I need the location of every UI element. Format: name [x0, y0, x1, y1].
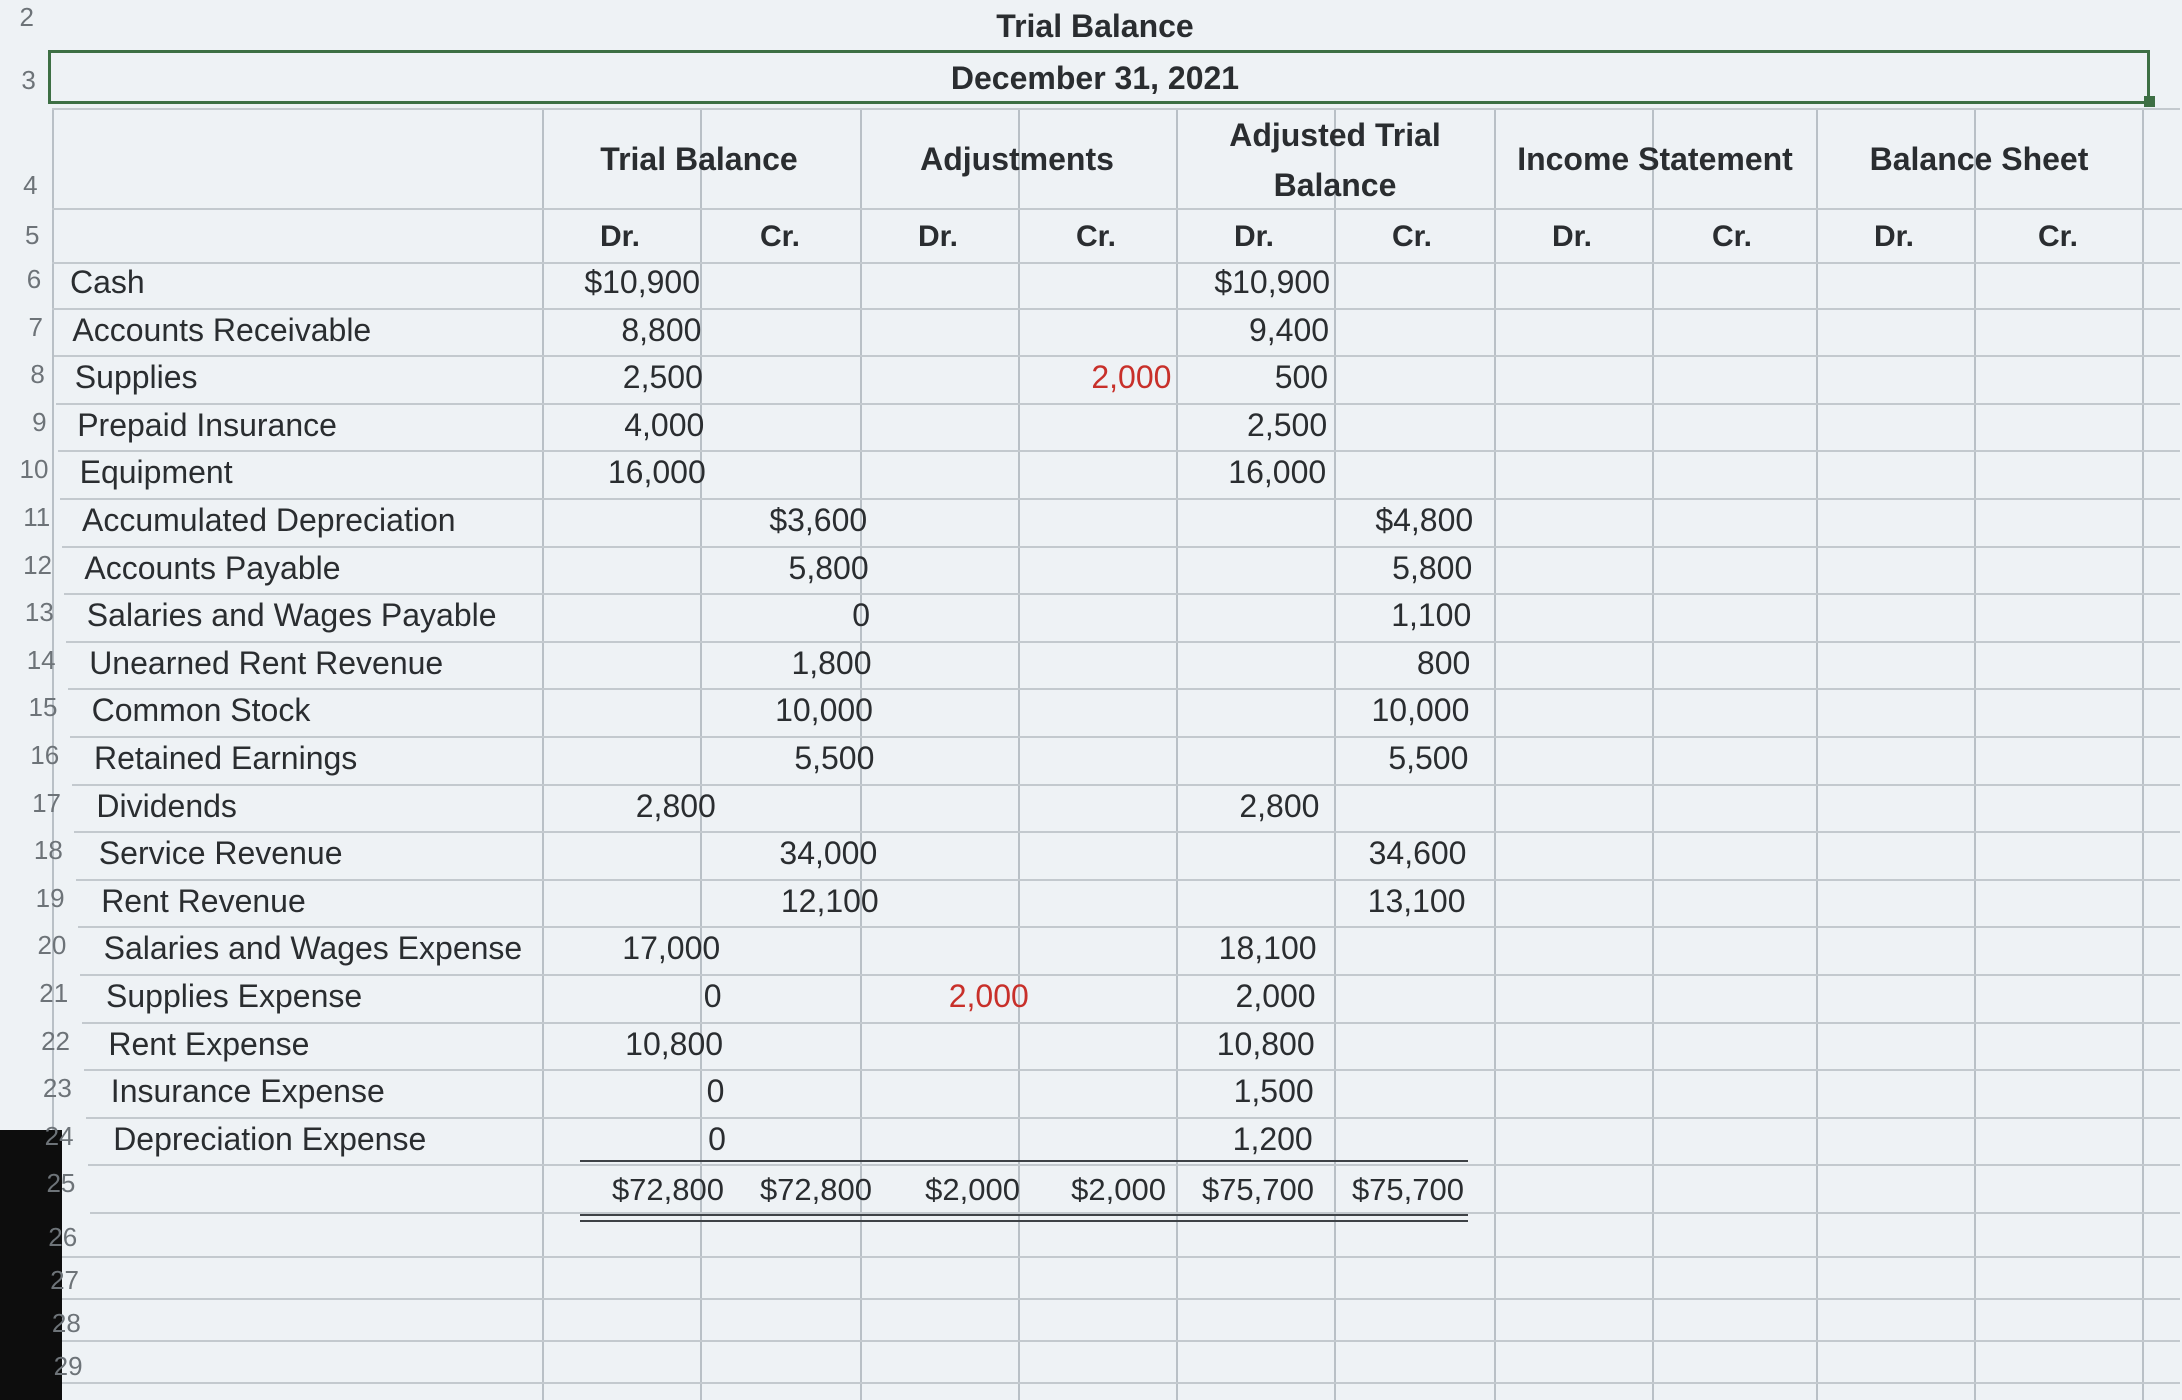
- row-gridline: [72, 784, 2180, 786]
- account-name[interactable]: Cash: [70, 264, 145, 300]
- fill-handle[interactable]: [2144, 96, 2155, 107]
- column-gridline: [2142, 108, 2144, 1400]
- total-cell-adj-cr[interactable]: $2,000: [1071, 1172, 1166, 1208]
- account-name[interactable]: Accumulated Depreciation: [82, 502, 456, 538]
- amount-cell-atb-cr[interactable]: 800: [1416, 644, 1471, 681]
- column-label: Cr.: [1075, 220, 1117, 253]
- column-gridline: [1816, 108, 1818, 1400]
- row-gridline: [60, 498, 2180, 500]
- amount-cell-atb-dr[interactable]: 2,500: [1247, 406, 1328, 443]
- amount-cell-tb-dr[interactable]: 2,800: [635, 787, 716, 824]
- row-gridline: [64, 593, 2180, 595]
- row-gridline: [82, 1022, 2180, 1024]
- amount-cell-atb-cr[interactable]: 10,000: [1371, 692, 1470, 729]
- total-top-rule: [580, 1160, 1468, 1162]
- row-gridline: [62, 1382, 2180, 1384]
- account-name[interactable]: Salaries and Wages Payable: [86, 597, 497, 634]
- amount-cell-tb-dr[interactable]: 17,000: [622, 930, 721, 967]
- amount-cell-atb-dr[interactable]: 9,400: [1248, 311, 1330, 348]
- row-gridline: [88, 1164, 2180, 1166]
- header-income-statement: Income Statement: [1517, 141, 1793, 177]
- row-gridline: [80, 974, 2180, 976]
- row-gridline: [70, 736, 2180, 738]
- amount-cell-tb-dr[interactable]: 0: [708, 1120, 726, 1157]
- row-number[interactable]: 21: [39, 978, 69, 1008]
- amount-cell-atb-dr[interactable]: $10,900: [1214, 264, 1330, 300]
- row-number[interactable]: 26: [48, 1222, 78, 1252]
- amount-cell-tb-cr[interactable]: 0: [852, 597, 871, 634]
- row-number[interactable]: 6: [26, 264, 42, 294]
- row-gridline: [62, 1340, 2180, 1342]
- amount-cell-tb-cr[interactable]: 5,500: [794, 740, 875, 776]
- row-number[interactable]: 20: [37, 930, 67, 961]
- row-number[interactable]: 13: [24, 597, 54, 628]
- amount-cell-atb-cr[interactable]: 34,600: [1368, 835, 1467, 872]
- total-cell-adj-dr[interactable]: $2,000: [925, 1172, 1020, 1208]
- row-number[interactable]: 27: [50, 1265, 79, 1295]
- account-name[interactable]: Common Stock: [91, 692, 311, 729]
- amount-cell-atb-dr[interactable]: 2,800: [1239, 787, 1320, 824]
- total-cell-atb-cr[interactable]: $75,700: [1351, 1172, 1464, 1208]
- column-gridline: [542, 108, 544, 1400]
- row-gridline: [62, 1298, 2180, 1300]
- total-cell-tb-cr[interactable]: $72,800: [759, 1172, 872, 1208]
- row-number[interactable]: 8: [30, 359, 45, 390]
- amount-cell-atb-dr[interactable]: 18,100: [1218, 930, 1317, 967]
- account-name[interactable]: Rent Revenue: [101, 882, 306, 919]
- amount-cell-tb-dr[interactable]: 16,000: [607, 454, 706, 491]
- amount-cell-atb-cr[interactable]: 13,100: [1367, 882, 1466, 919]
- amount-cell-tb-cr[interactable]: 1,800: [791, 644, 872, 681]
- amount-cell-tb-dr[interactable]: 10,800: [625, 1025, 724, 1062]
- column-label: Cr.: [1711, 220, 1753, 253]
- row-number[interactable]: 28: [51, 1308, 81, 1338]
- account-name[interactable]: Rent Expense: [108, 1025, 310, 1062]
- row-number[interactable]: 4: [23, 170, 38, 200]
- amount-cell-adj-dr[interactable]: 2,000: [948, 978, 1029, 1014]
- row-number[interactable]: 18: [33, 835, 63, 866]
- row-number[interactable]: 5: [24, 220, 40, 250]
- amount-cell-atb-dr[interactable]: 1,500: [1233, 1073, 1314, 1110]
- total-double-rule: [580, 1214, 1468, 1216]
- row-gridline: [86, 1117, 2180, 1119]
- account-name[interactable]: Unearned Rent Revenue: [89, 644, 444, 681]
- row-number[interactable]: 24: [44, 1120, 74, 1151]
- row-gridline: [68, 688, 2180, 690]
- row-gridline: [74, 831, 2180, 833]
- amount-cell-atb-dr[interactable]: 500: [1274, 359, 1329, 396]
- account-name[interactable]: Service Revenue: [98, 835, 343, 872]
- row-number[interactable]: 10: [19, 454, 49, 485]
- row-number[interactable]: 2: [19, 2, 34, 32]
- amount-cell-tb-dr[interactable]: 2,500: [622, 359, 703, 396]
- total-cell-tb-dr[interactable]: $72,800: [611, 1172, 724, 1208]
- header-adjusted-trial-balance-line2: Balance: [1273, 167, 1397, 203]
- account-name[interactable]: Dividends: [96, 787, 237, 824]
- column-gridline: [1652, 108, 1654, 1400]
- row-number[interactable]: 3: [21, 65, 36, 95]
- row-gridline: [54, 355, 2180, 357]
- row-gridline: [66, 641, 2180, 643]
- header-adjustments: Adjustments: [920, 141, 1114, 177]
- amount-cell-tb-cr[interactable]: $3,600: [769, 502, 868, 538]
- row-number[interactable]: 19: [35, 882, 65, 913]
- amount-cell-tb-dr[interactable]: $10,900: [584, 264, 700, 300]
- row-number[interactable]: 17: [32, 787, 61, 818]
- amount-cell-adj-cr[interactable]: 2,000: [1091, 359, 1172, 396]
- account-name[interactable]: Supplies: [74, 359, 198, 396]
- row-number[interactable]: 25: [46, 1168, 76, 1199]
- column-label: Dr.: [917, 220, 959, 253]
- total-double-rule: [580, 1220, 1468, 1222]
- amount-cell-tb-cr[interactable]: 5,800: [788, 549, 869, 586]
- total-cell-atb-dr[interactable]: $75,700: [1201, 1172, 1314, 1208]
- row-number[interactable]: 23: [42, 1073, 72, 1104]
- row-gridline: [52, 108, 2180, 110]
- column-label: Dr.: [1233, 220, 1275, 253]
- header-adjusted-trial-balance-line1: Adjusted Trial: [1229, 117, 1441, 153]
- account-name[interactable]: Insurance Expense: [110, 1073, 385, 1110]
- account-name[interactable]: Salaries and Wages Expense: [103, 930, 523, 967]
- row-number[interactable]: 11: [23, 502, 51, 532]
- column-gridline: [1974, 108, 1976, 1400]
- amount-cell-tb-dr[interactable]: 8,800: [621, 311, 702, 348]
- column-gridline: [1494, 108, 1496, 1400]
- column-label: Cr.: [759, 220, 801, 253]
- row-gridline: [78, 926, 2180, 928]
- row-number[interactable]: 29: [53, 1351, 83, 1381]
- amount-cell-atb-dr[interactable]: 1,200: [1232, 1120, 1313, 1157]
- column-label: Cr.: [2037, 220, 2079, 253]
- column-label: Dr.: [1873, 220, 1915, 253]
- amount-cell-atb-cr[interactable]: 5,800: [1392, 549, 1473, 586]
- sheet-title: Trial Balance: [996, 8, 1194, 44]
- amount-cell-atb-cr[interactable]: 1,100: [1391, 597, 1472, 634]
- account-name[interactable]: Supplies Expense: [106, 978, 363, 1014]
- row-number[interactable]: 7: [28, 311, 43, 342]
- account-name[interactable]: Equipment: [79, 454, 233, 491]
- account-name[interactable]: Accounts Receivable: [72, 311, 372, 348]
- header-trial-balance: Trial Balance: [600, 141, 798, 177]
- row-number[interactable]: 9: [32, 406, 47, 437]
- account-name[interactable]: Prepaid Insurance: [77, 406, 337, 443]
- account-name[interactable]: Accounts Payable: [84, 549, 341, 586]
- row-gridline: [52, 308, 2180, 310]
- account-name[interactable]: Retained Earnings: [94, 740, 358, 776]
- row-number[interactable]: 14: [26, 644, 56, 675]
- row-gridline: [62, 546, 2180, 548]
- amount-cell-tb-cr[interactable]: 10,000: [775, 692, 873, 729]
- amount-cell-atb-dr[interactable]: 2,000: [1235, 978, 1316, 1014]
- amount-cell-tb-dr[interactable]: 0: [703, 978, 722, 1014]
- sheet-date: December 31, 2021: [950, 60, 1240, 96]
- row-gridline: [62, 1256, 2180, 1258]
- header-balance-sheet: Balance Sheet: [1869, 141, 2089, 177]
- row-number[interactable]: 16: [30, 740, 60, 770]
- amount-cell-atb-dr[interactable]: 10,800: [1216, 1025, 1315, 1062]
- row-gridline: [58, 450, 2180, 452]
- amount-cell-tb-cr[interactable]: 34,000: [779, 835, 878, 872]
- row-gridline: [84, 1069, 2180, 1071]
- column-label: Dr.: [1551, 220, 1593, 253]
- amount-cell-atb-cr[interactable]: $4,800: [1375, 502, 1474, 538]
- amount-cell-atb-cr[interactable]: 5,500: [1388, 740, 1469, 776]
- row-number[interactable]: 22: [41, 1025, 70, 1056]
- amount-cell-tb-dr[interactable]: 4,000: [624, 406, 705, 443]
- row-number[interactable]: 15: [28, 692, 58, 723]
- column-label: Dr.: [599, 220, 641, 253]
- amount-cell-atb-dr[interactable]: 16,000: [1228, 454, 1327, 491]
- column-label: Cr.: [1391, 220, 1433, 253]
- account-name[interactable]: Depreciation Expense: [113, 1120, 427, 1157]
- row-number[interactable]: 12: [23, 549, 52, 580]
- row-gridline: [56, 403, 2180, 405]
- row-gridline: [76, 879, 2180, 881]
- amount-cell-tb-dr[interactable]: 0: [706, 1073, 725, 1110]
- amount-cell-tb-cr[interactable]: 12,100: [780, 882, 879, 919]
